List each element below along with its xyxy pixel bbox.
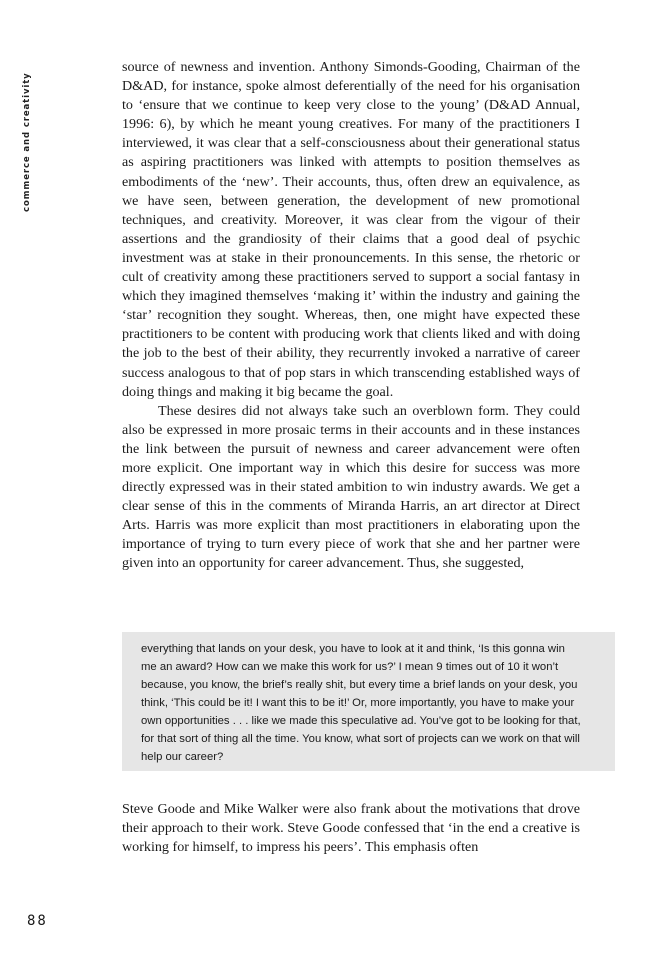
page-number: 88 (27, 913, 48, 929)
running-head-text: commerce and creativity (22, 72, 32, 212)
block-quote (122, 632, 615, 771)
paragraph: Steve Goode and Mike Walker were also frank about the motivations that drove their approach to their work. Steve Goode confessed that ‘in the end a creative is working for himself, to impress his peers’. This emphasis often (122, 801, 580, 856)
body-text-continued (122, 800, 580, 857)
paragraph: These desires did not always take such an overblown form. They could also be expressed in more prosaic terms in their accounts and in these instances the link between the pursuit of newness and career advancement were often more explicit. One important way in which this desire for success was more directly expressed was in their stated ambition to win industry awards. We get a clear sense of this in the comments of Miranda Harris, an art director at Direct Arts. Harris was more explicit than most practitioners in elaborating upon the importance of trying to turn every piece of work that she and her partner were given into an opportunity for career advancement. Thus, she suggested, (122, 402, 580, 572)
paragraph: source of newness and invention. Anthony Simonds-Gooding, Chairman of the D&AD, for instance, spoke almost deferentially of the need for his organisation to ‘ensure that we continue to keep very close to the young’ (D&AD Annual, 1996: 6), by which he meant young creatives. For many of the practitioners I interviewed, it was clear that a self-consciousness about their generational status as aspiring practitioners was linked with attempts to position themselves as embodiments of the ‘new’. Their accounts, thus, often drew an equivalence, as we have seen, between generation, the development of new promotional techniques, and creativity. Moreover, it was clear from the vigour of their assertions and the grandiosity of their claims that a good deal of psychic investment was at stake in their pronouncements. In this sense, the rhetoric or cult of creativity among these practitioners served to support a social fantasy in which they imagined themselves ‘making it’ within the industry and gaining the ‘star’ recognition they sought. Whereas, then, one might have expected these practitioners to be content with producing work that clients liked and with doing the job to the best of their ability, they recurrently invoked a narrative of career success analogous to that of pop stars in which transcending established ways of doing things and making it big became the goal. (122, 59, 580, 400)
block-quote-text: everything that lands on your desk, you have to look at it and think, ‘Is this gonna win me an award? How can we make this work for us?’ I mean 9 times out of 10 it won’t because, you know, the brief’s really shit, but every time a brief lands on your desk, you think, ‘This could be it! I want this to be it!’ Or, more importantly, you have to make your own opportunities . . . like we made this speculative ad. You’ve got to be looking for that, for that sort of thing all the time. You know, what sort of projects can we work on that will help our career? (141, 643, 581, 763)
running-head (20, 60, 40, 215)
body-text (122, 58, 580, 574)
